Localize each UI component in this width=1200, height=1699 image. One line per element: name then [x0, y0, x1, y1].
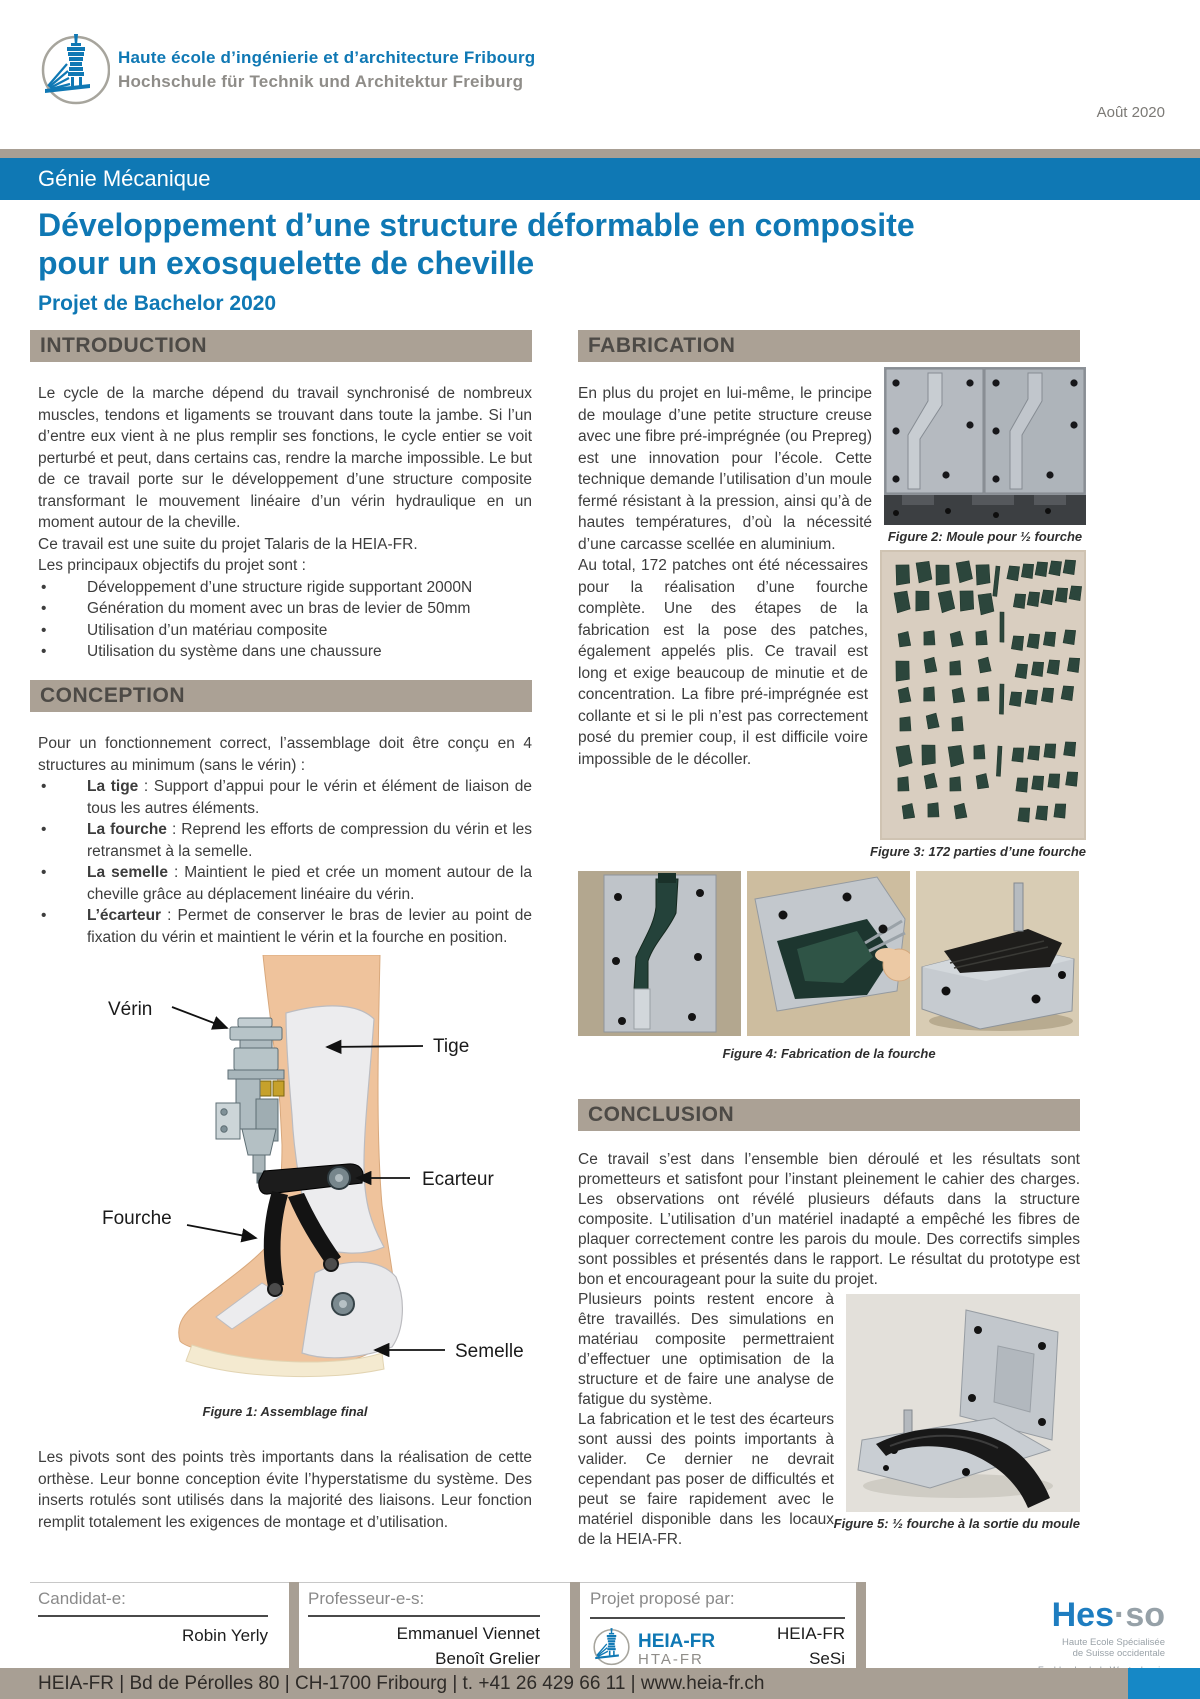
conception-text — [38, 733, 532, 948]
candidate-label: Candidat-e: — [38, 1589, 126, 1608]
figure4-photo-3 — [916, 871, 1079, 1036]
contact-bar-blue-block — [1128, 1668, 1200, 1699]
department-title: Génie Mécanique — [38, 166, 211, 191]
figure1-caption: Figure 1: Assemblage final — [202, 1404, 368, 1419]
bullet-dot: • — [41, 578, 47, 596]
hesso-logo-text: Hes·so — [1051, 1596, 1165, 1634]
figure1-label-ecarteur: Ecarteur — [422, 1169, 494, 1190]
figure1-label-fourche: Fourche — [102, 1208, 172, 1229]
section-bar-conclusion — [578, 1099, 1080, 1131]
conclusion-block — [578, 1150, 1080, 1570]
bullet-dot: • — [41, 864, 47, 881]
bullet-dot: • — [41, 643, 47, 660]
school-name — [118, 48, 678, 92]
bullet-dot: • — [41, 821, 47, 838]
figure5-caption: Figure 5: ½ fourche à la sortie du moule — [833, 1516, 1080, 1531]
intro-paragraph-3: Les principaux objectifs du projet sont : — [38, 557, 306, 574]
conception-bullet: • L’écarteur : Permet de conserver le bras de levier au point de fixation du vérin et maintient le vérin et la fourche en position. — [38, 905, 532, 948]
bullet-dot: • — [41, 778, 47, 795]
bullet-dot: • — [41, 621, 47, 639]
figure4-photo-2 — [747, 871, 910, 1036]
poster-title-line1: Développement d’une structure déformable en composite — [38, 207, 915, 243]
footer-divider — [289, 1582, 299, 1668]
figure4-caption: Figure 4: Fabrication de la fourche — [722, 1046, 936, 1061]
footer-divider — [570, 1582, 580, 1668]
candidate-line — [38, 1615, 268, 1617]
heia-fr-logo-icon — [590, 1625, 632, 1667]
candidate-box — [30, 1582, 289, 1669]
section-bar-introduction — [30, 330, 532, 362]
intro-bullet: • Génération du moment avec un bras de levier de 50mm — [38, 598, 532, 620]
conclusion-paragraph-1: Ce travail s’est dans l’ensemble bien déroulé et les résultats sont prometteurs et satisfont pour l’instant pleinement le cahier des charges. Les observations ont révélé plusieurs défauts dans la structure composite. L’utilisation d’un matériel inadapté a empêché les fibres de plaquer correctement contre les parois du moule. Des correctifs simples sont possibles et présentés dans le rapport. Le résultat du prototype est bon et encourageant pour la suite du projet. — [578, 1151, 1080, 1288]
pivots-paragraph: Les pivots sont des points très importants dans la réalisation de cette orthèse. Leur bonne conception évite l’hyperstatisme du système. Des inserts rotulés sont utilisés dans la majorité des liaisons. Leur fonction remplit totalement les exigences de montage et d’utilisation. — [38, 1449, 532, 1531]
figure3 — [870, 550, 1086, 859]
heia-fr-logo-text: HEIA-FR — [638, 1631, 716, 1652]
poster-title — [38, 206, 1098, 282]
figure4-photo-1 — [578, 871, 741, 1036]
section-heading-conception: CONCEPTION — [40, 684, 186, 707]
section-bar-fabrication — [578, 330, 1080, 362]
bullet-dot: • — [41, 907, 47, 924]
section-heading-conclusion: CONCLUSION — [588, 1103, 735, 1126]
proposed-by-label: Projet proposé par: — [590, 1589, 735, 1608]
figure1-assembly-drawing — [30, 955, 530, 1395]
proposed-by-entity: HEIA-FR — [777, 1624, 845, 1643]
header-gray-strip — [0, 149, 1200, 158]
professor-name: Emmanuel Viennet — [396, 1624, 540, 1643]
figure4 — [578, 871, 1080, 1061]
section-bar-conception — [30, 680, 532, 712]
poster-subtitle: Projet de Bachelor 2020 — [38, 292, 277, 315]
figure2-caption: Figure 2: Moule pour ½ fourche — [887, 529, 1083, 544]
professors-box — [299, 1582, 570, 1669]
intro-bullet: • Utilisation d’un matériau composite — [38, 620, 532, 642]
conception-paragraph-1: Pour un fonctionnement correct, l’assemblage doit être conçu en 4 structures au minimum (sans le vérin) : — [38, 735, 532, 774]
figure1-label-semelle: Semelle — [455, 1341, 524, 1362]
fabrication-block — [578, 383, 1086, 865]
conclusion-paragraph-2: Plusieurs points restent encore à être travaillés. Des simulations en matériau composite permettraient d’effectuer une optimisation de la structure et de faire une analyse de fatigue du système. — [578, 1291, 834, 1408]
conception-bullet: • La fourche : Reprend les efforts de compression du vérin et les retransmet à la semelle. — [38, 819, 532, 862]
school-logo-icon — [40, 28, 110, 108]
contact-info: HEIA-FR | Bd de Pérolles 80 | CH-1700 Fribourg | t. +41 26 429 66 11 | www.heia-fr.ch — [38, 1673, 765, 1694]
school-name-fr: Haute école d’ingénierie et d’architecture Fribourg — [118, 48, 536, 67]
department-banner — [0, 158, 1200, 200]
poster-title-line2: pour un exosquelette de cheville — [38, 245, 535, 281]
fabrication-paragraph-2: Au total, 172 patches ont été nécessaires pour la réalisation d’une fourche complète. Une des étapes de la fabrication est la pose des patches, également appelés plis. Ce travail est long et exige beaucoup de minutie et de concentration. La fibre pré-imprégnée est collante et si le pli n’est pas correctement posé du premier coup, il est difficile voire impossible de le décoller. — [578, 557, 868, 768]
hesso-tagline: Haute Ecole Spécialisée de Suisse occidentale — [1062, 1637, 1165, 1659]
figure1-label-tige: Tige — [433, 1036, 470, 1057]
proposed-by-box — [580, 1582, 856, 1669]
fabrication-paragraph-1: En plus du projet en lui-même, le principe de moulage d’une petite structure creuse avec une fibre pré-imprégnée (ou Prepreg) est une innovation pour l’école. Cette technique demande l’utilisation d’un moule fermé résistant à la pression, ainsi qu’à de hautes températures, d’où la nécessité d’une carcasse scellée en aluminium. — [578, 385, 872, 553]
conception-bullet: • La semelle : Maintient le pied et crée un moment autour de la cheville grâce au déplacement linéaire du vérin. — [38, 862, 532, 905]
footer-divider — [856, 1582, 866, 1668]
professors-label: Professeur-e-s: — [308, 1589, 425, 1608]
intro-paragraph-1: Le cycle de la marche dépend du travail synchronisé de nombreux muscles, tendons et ligaments se trouvant dans toute la jambe. Si l’un d’entre eux vient à ne plus remplir ses fonctions, le cycle entier se voit perturbé et peut, dans certains cas, rendre la marche impossible. Le but de ce travail porte sur le développement d’une structure composite transformant le mouvement linéaire d’un vérin hydraulique en un moment autour de la cheville. — [38, 385, 532, 531]
figure5-molded-part-photo — [846, 1294, 1080, 1512]
conception-bullet: • La tige : Support d’appui pour le vérin et élément de liaison de tous les autres éléments. — [38, 776, 532, 819]
intro-paragraph-2: Ce travail est une suite du projet Talaris de la HEIA-FR. — [38, 535, 418, 553]
school-name-de: Hochschule für Technik und Architektur Freiburg — [118, 72, 524, 91]
introduction-text — [38, 383, 532, 663]
figure2 — [884, 367, 1086, 544]
section-heading-fabrication: FABRICATION — [588, 334, 736, 357]
figure5 — [833, 1294, 1080, 1531]
proposed-by-entity: SeSi — [809, 1649, 845, 1668]
figure3-caption: Figure 3: 172 parties d’une fourche — [870, 844, 1086, 859]
figure3-patches-photo — [880, 550, 1086, 840]
figure2-mold-photo — [884, 367, 1086, 525]
contact-bar — [0, 1668, 1200, 1699]
date: Août 2020 — [1096, 104, 1165, 121]
professor-name: Benoît Grelier — [435, 1649, 540, 1668]
professors-line — [308, 1615, 540, 1617]
proposed-by-line — [590, 1617, 845, 1619]
hta-fr-logo-text: HTA-FR — [638, 1651, 704, 1668]
figure1-label-verin: Vérin — [108, 999, 153, 1020]
intro-bullet: • Utilisation du système dans une chaussure — [38, 641, 532, 663]
intro-bullet: • Développement d’une structure rigide supportant 2000N — [38, 577, 532, 599]
candidate-name: Robin Yerly — [181, 1626, 268, 1645]
bullet-dot: • — [41, 600, 47, 617]
conclusion-paragraph-3: La fabrication et le test des écarteurs sont aussi des points importants à valider. Ce dernier ne devrait cependant pas poser de difficultés et peut se faire rapidement avec le matériel disponible dans les locaux de la HEIA-FR. — [578, 1411, 834, 1548]
section-heading-introduction: INTRODUCTION — [40, 334, 207, 357]
